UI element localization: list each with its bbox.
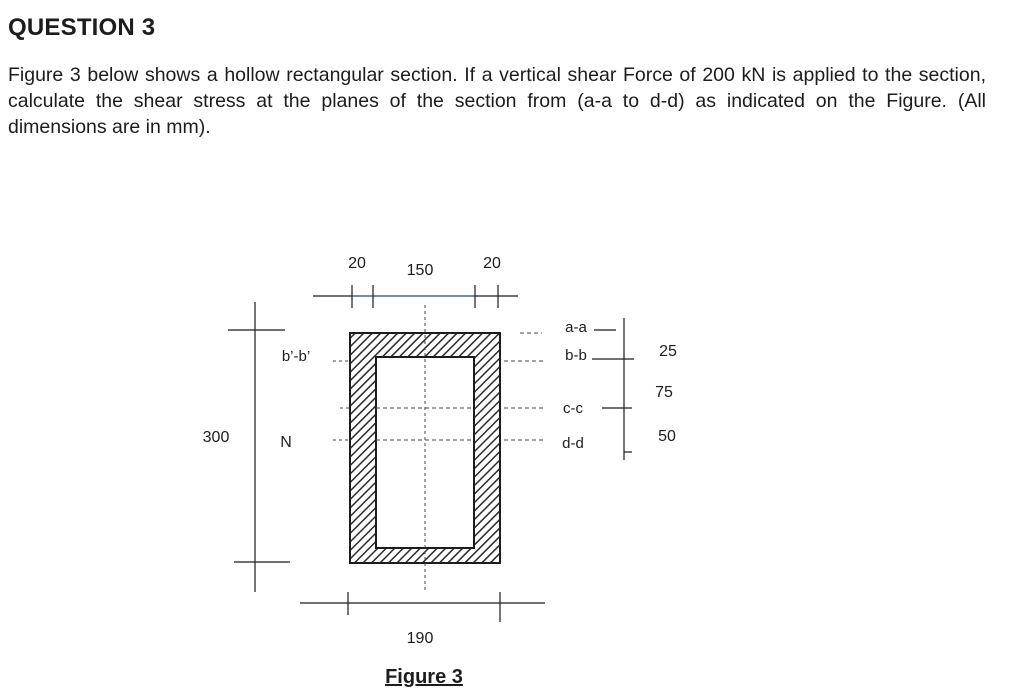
figure-caption: Figure 3 [385,666,463,688]
plane-label-a: a-a [565,319,587,336]
neutral-axis-label: N [280,434,292,451]
bprime-label: b’-b’ [281,348,311,365]
right-dim-3: 50 [658,428,676,445]
left-level-lines [333,361,350,440]
top-dim-left: 20 [348,255,366,272]
question-text: Figure 3 below shows a hollow rectangular section. If a vertical shear Force of 200 kN is applied to the section, calculate the shear stress at the planes of the section from (a-a to d-d) as indicated on the Figure. (All dimensions are in mm). [8,64,986,138]
top-dimension-line [313,285,518,308]
right-dim-1: 25 [659,343,677,360]
bottom-dimension-line [300,592,545,622]
plane-label-b: b-b [565,347,587,364]
height-dim: 300 [202,429,230,446]
right-plane-lines [504,333,545,440]
plane-label-d: d-d [562,435,584,452]
plane-label-c: c-c [563,400,583,417]
right-dimension-chain [592,318,634,460]
inner-plane-lines [376,408,474,440]
bottom-dim: 190 [406,630,434,647]
top-dim-right: 20 [483,255,501,272]
question-heading: QUESTION 3 [8,14,156,41]
top-dim-middle: 150 [406,262,434,279]
right-dim-2: 75 [655,384,673,401]
